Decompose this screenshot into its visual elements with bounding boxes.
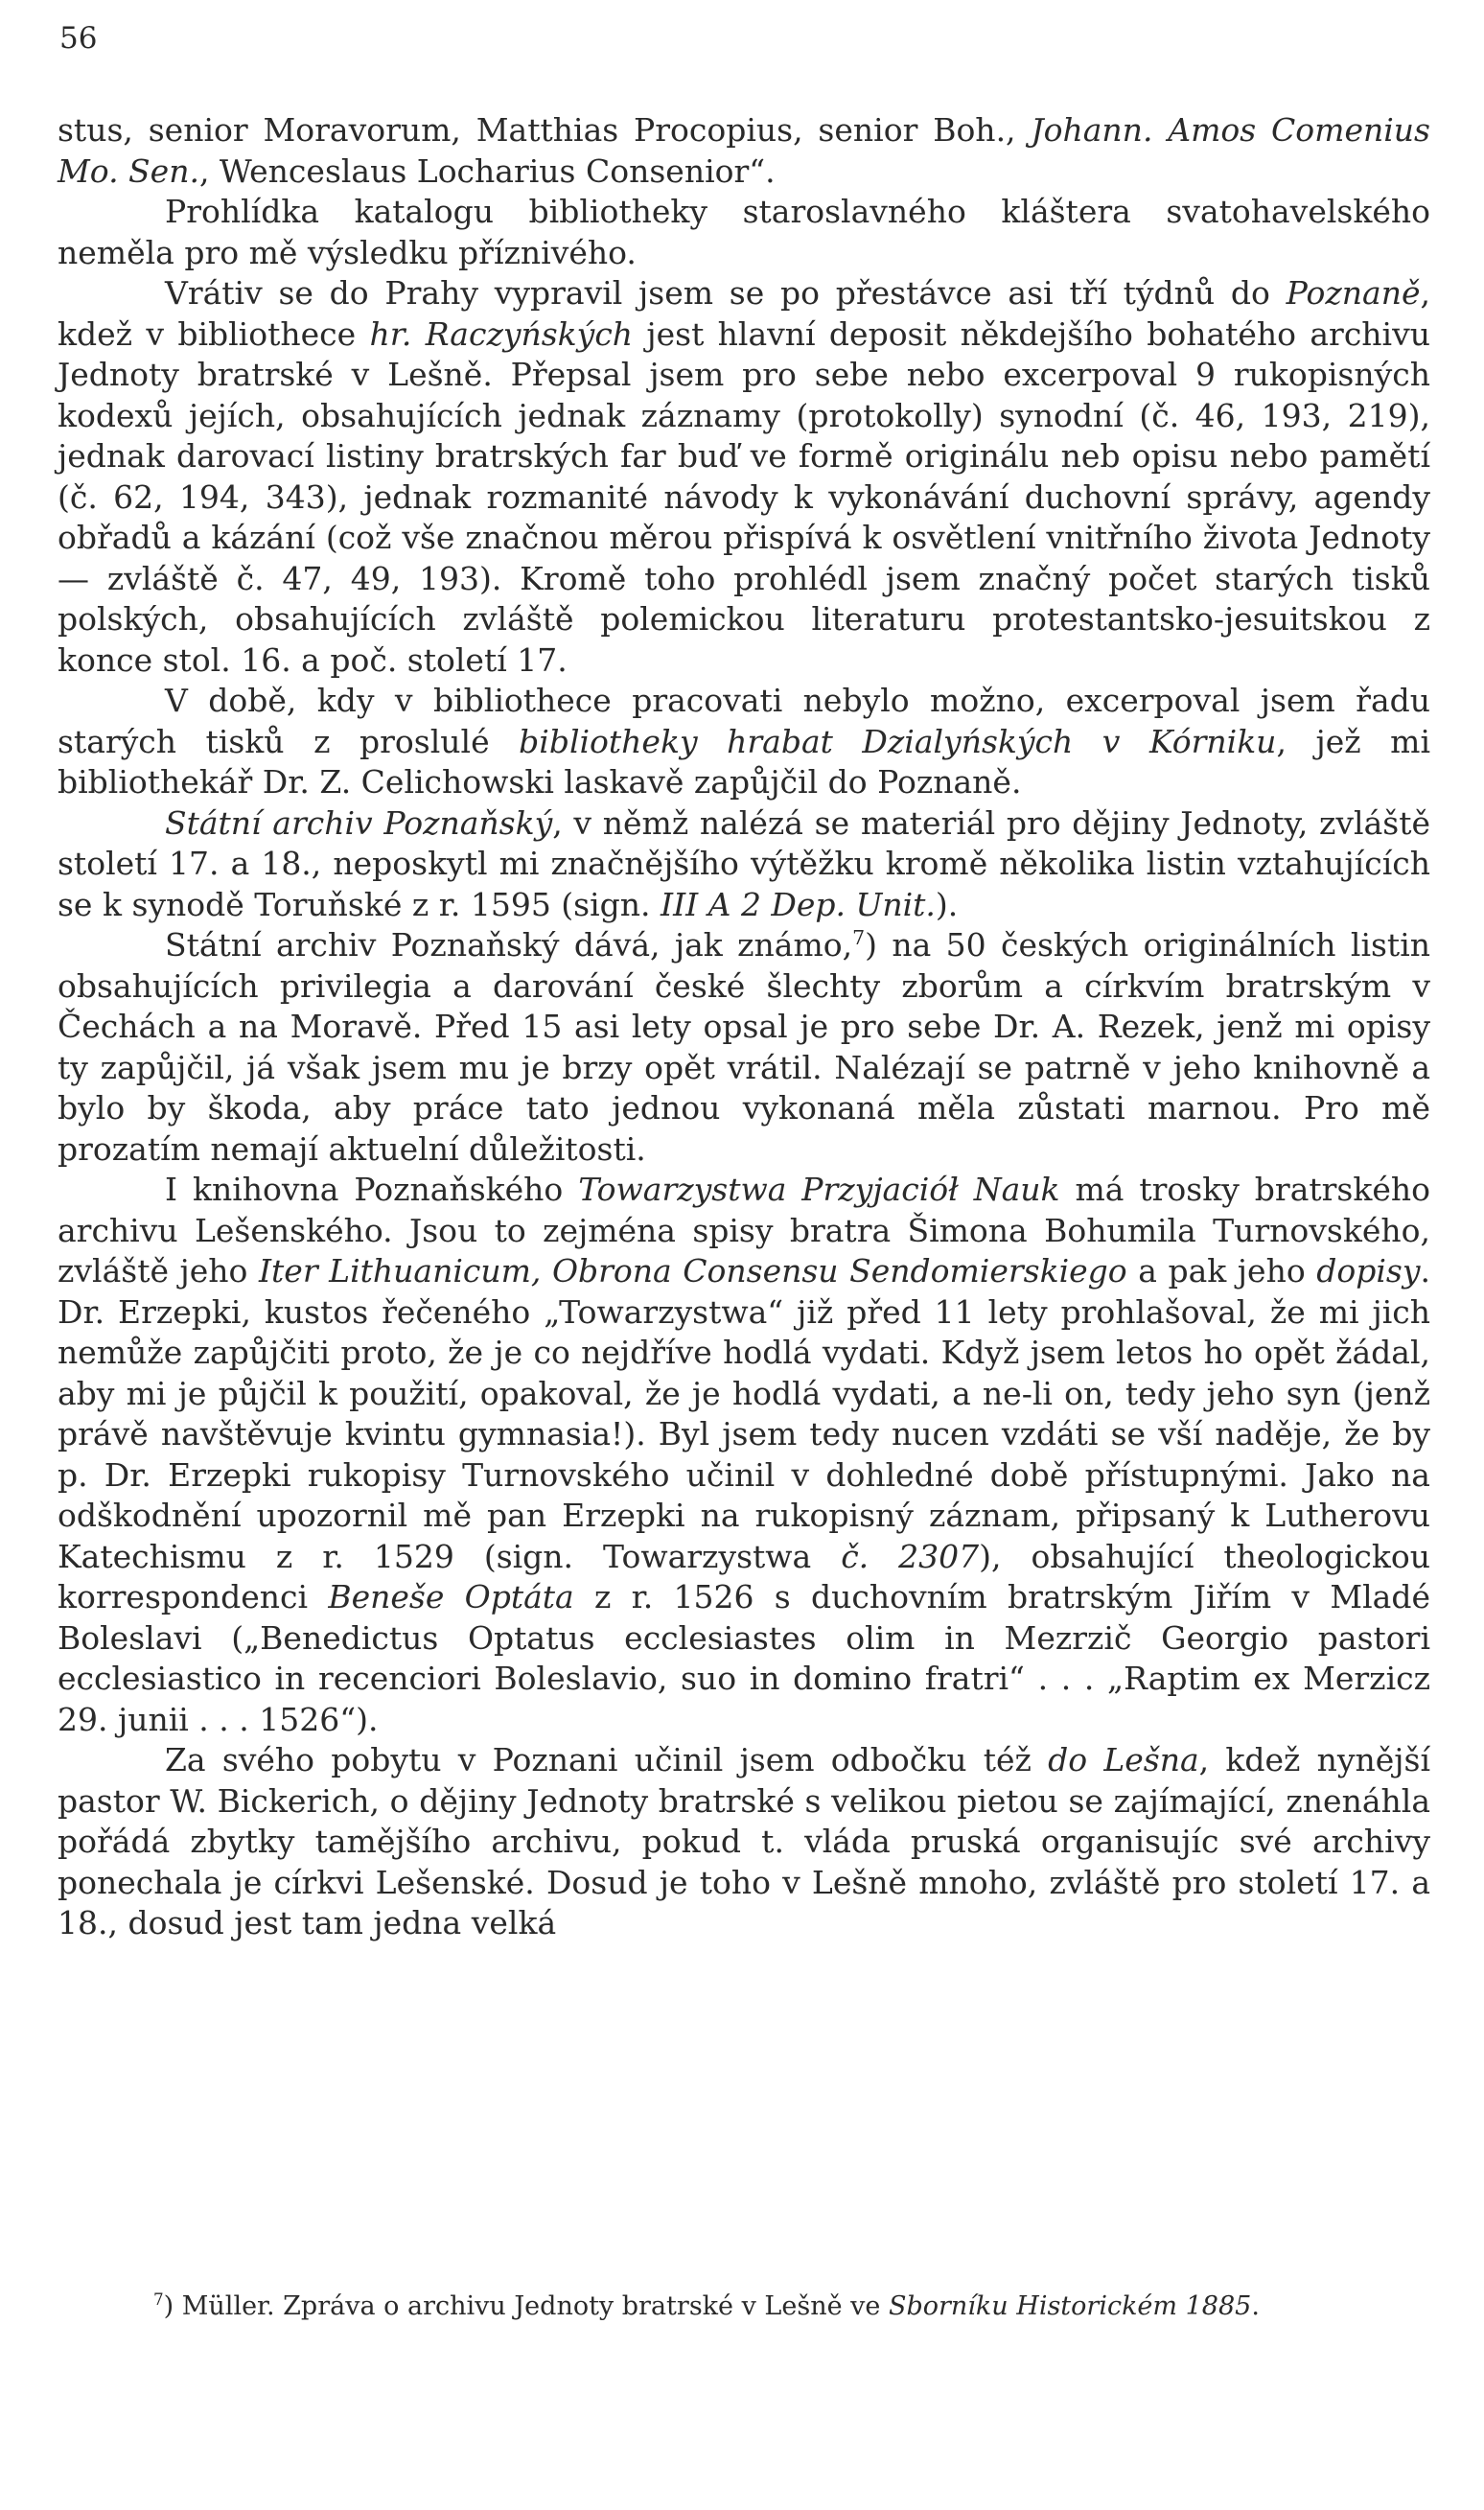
text-run: , Wenceslaus Locharius Consenior“. (198, 151, 776, 190)
text-run: , kdež v bibliothece (58, 274, 1430, 353)
paragraph (58, 681, 1430, 803)
page-number: 56 (59, 21, 98, 56)
footnote-mark: 7 (153, 2289, 164, 2309)
text-run: jest hlavní deposit někdejšího bohatého archivu Jednoty bratrské v Lešně. Přepsal jsem pro sebe nebo excerpoval 9 rukopisných kodexů jejích, obsahujících jednak záznamy (protokolly) synodní (č. 46, 193, 219), jednak darovací listiny bratrských far buď ve formě originálu neb opisu nebo pamětí (č. 62, 194, 343), jednak rozmanité návody k vykonávání duchovní správy, agendy obřadů a kázání (což vše značnou měrou přispívá k osvětlení vnitřního života Jednoty — zvláště č. 47, 49, 193). Kromě toho prohlédl jsem značný počet starých tisků polských, obsahujících zvláště polemickou literaturu protestantsko-jesuitskou z konce stol. 16. a poč. století 17. (58, 314, 1431, 679)
paragraph (58, 110, 1430, 192)
paragraph (58, 803, 1430, 926)
text-run: Státní archiv Poznaňský dává, jak známo, (165, 926, 853, 964)
text-run-italic: Iter Lithuanicum, Obrona Consensu Sendomierskiego (259, 1252, 1127, 1290)
text-run: , v němž nalézá se materiál pro dějiny Jednoty, zvláště století 17. a 18., neposkytl mi značnějšího výtěžku kromě několika listin vztahujících se k synodě Toruňské z r. 1595 (sign. (58, 803, 1430, 923)
body-text (58, 110, 1430, 1944)
text-run-italic: Poznaně (1286, 274, 1421, 312)
text-run: ), obsahující theologickou korrespondenci (58, 1537, 1430, 1615)
text-run: . Dr. Erzepki, kustos řečeného „Towarzystwa“ již před 11 lety prohlašoval, že mi jich nemůže zapůjčiti proto, že je co nejdříve hodlá vydati. Když jsem letos ho opět žádal, aby mi je půjčil k použití, opakoval, že je hodlá vydati, a ne-li on, tedy jeho syn (jenž právě navštěvuje kvintu gymnasia!). Byl jsem tedy nucen vzdáti se vší naděje, že by p. Dr. Erzepki rukopisy Turnovského učinil v dohledné době přístupnými. Jako na odškodnění upozornil mě pan Erzepki na rukopisný záznam, připsaný k Lutherovu Katechismu z r. 1529 (sign. Towarzystwa (58, 1252, 1430, 1575)
paragraph (58, 925, 1430, 1170)
text-run: ) na 50 českých originálních listin obsahujících privilegia a darování české šlechty zborům a církvím bratrským v Čechách a na Moravě. Před 15 asi lety opsal je pro sebe Dr. A. Rezek, jenž mi opisy ty zapůjčil, já však jsem mu je brzy opět vrátil. Nalézají se patrně v jeho knihovně a bylo by škoda, aby práce tato jednou vykonaná měla zůstati marnou. Pro mě prozatím nemají aktuelní důležitosti. (58, 926, 1431, 1168)
text-run-italic: do Lešna (1048, 1741, 1199, 1778)
text-run-italic: III A 2 Dep. Unit. (661, 885, 936, 923)
text-run-italic: bibliotheky hrabat Dzialyńských v Kórniku (519, 722, 1277, 760)
text-run-italic: Johann. Amos Comenius Mo. Sen. (58, 111, 1430, 190)
text-run-italic: č. 2307 (841, 1537, 980, 1575)
text-run: ) Müller. Zpráva o archivu Jednoty bratrské v Lešně ve (163, 2291, 889, 2321)
text-run: V době, kdy v bibliothece pracovati nebylo možno, excerpoval jsem řadu starých tisků z proslulé (58, 682, 1430, 760)
text-run-italic: Beneše Optáta (328, 1578, 574, 1615)
text-run: stus, senior Moravorum, Matthias Procopius, senior Boh., (58, 111, 1032, 149)
text-run: . (1251, 2291, 1260, 2321)
text-run: Za svého pobytu v Poznani učinil jsem odbočku též (165, 1741, 1049, 1778)
text-run: a pak jeho (1126, 1252, 1317, 1290)
footnote (58, 2289, 1430, 2323)
text-run-italic: Sborníku Historickém 1885 (888, 2291, 1252, 2321)
text-run-italic: Towarzystwa Przyjaciół Nauk (578, 1171, 1060, 1208)
text-run: má trosky bratrského archivu Lešenského. Jsou to zejména spisy bratra Šimona Bohumila Turnovského, zvláště jeho (58, 1171, 1430, 1290)
text-run: , kdež nynější pastor W. Bickerich, o dějiny Jednoty bratrské s velikou pietou se zajímající, znenáhla pořádá zbytky tamějšího archivu, pokud t. vláda pruská organisujíc své archivy ponechala je církvi Lešenské. Dosud je toho v Lešně mnoho, zvláště pro století 17. a 18., dosud jest tam jedna velká (58, 1741, 1431, 1941)
paragraph (58, 273, 1430, 681)
text-run-italic: dopisy (1316, 1252, 1421, 1290)
footnote-ref: 7 (852, 926, 866, 949)
text-run: I knihovna Poznaňského (165, 1171, 579, 1208)
text-run: z r. 1526 s duchovním bratrským Jiřím v Mladé Boleslavi („Benedictus Optatus ecclesiastes olim in Mezrzič Georgio pastori ecclesiastico in recenciori Boleslavio, suo in domino fratri“ . . . „Raptim ex Merzicz 29. junii . . . 1526“). (58, 1578, 1430, 1738)
text-run: , jež mi bibliothekář Dr. Z. Celichowski laskavě zapůjčil do Poznaně. (58, 722, 1431, 801)
paragraph (58, 1740, 1430, 1944)
text-run-italic: hr. Raczyńských (369, 314, 634, 353)
text-run-italic: Státní archiv Poznaňský (165, 803, 553, 842)
text-run: Prohlídka katalogu bibliotheky staroslavného kláštera svatohavelského neměla pro mě výsledku příznivého. (58, 193, 1430, 271)
text-run: Vrátiv se do Prahy vypravil jsem se po přestávce asi tří týdnů do (165, 274, 1287, 312)
paragraph (58, 1170, 1430, 1740)
paragraph (58, 192, 1430, 273)
text-run: ). (935, 885, 959, 923)
